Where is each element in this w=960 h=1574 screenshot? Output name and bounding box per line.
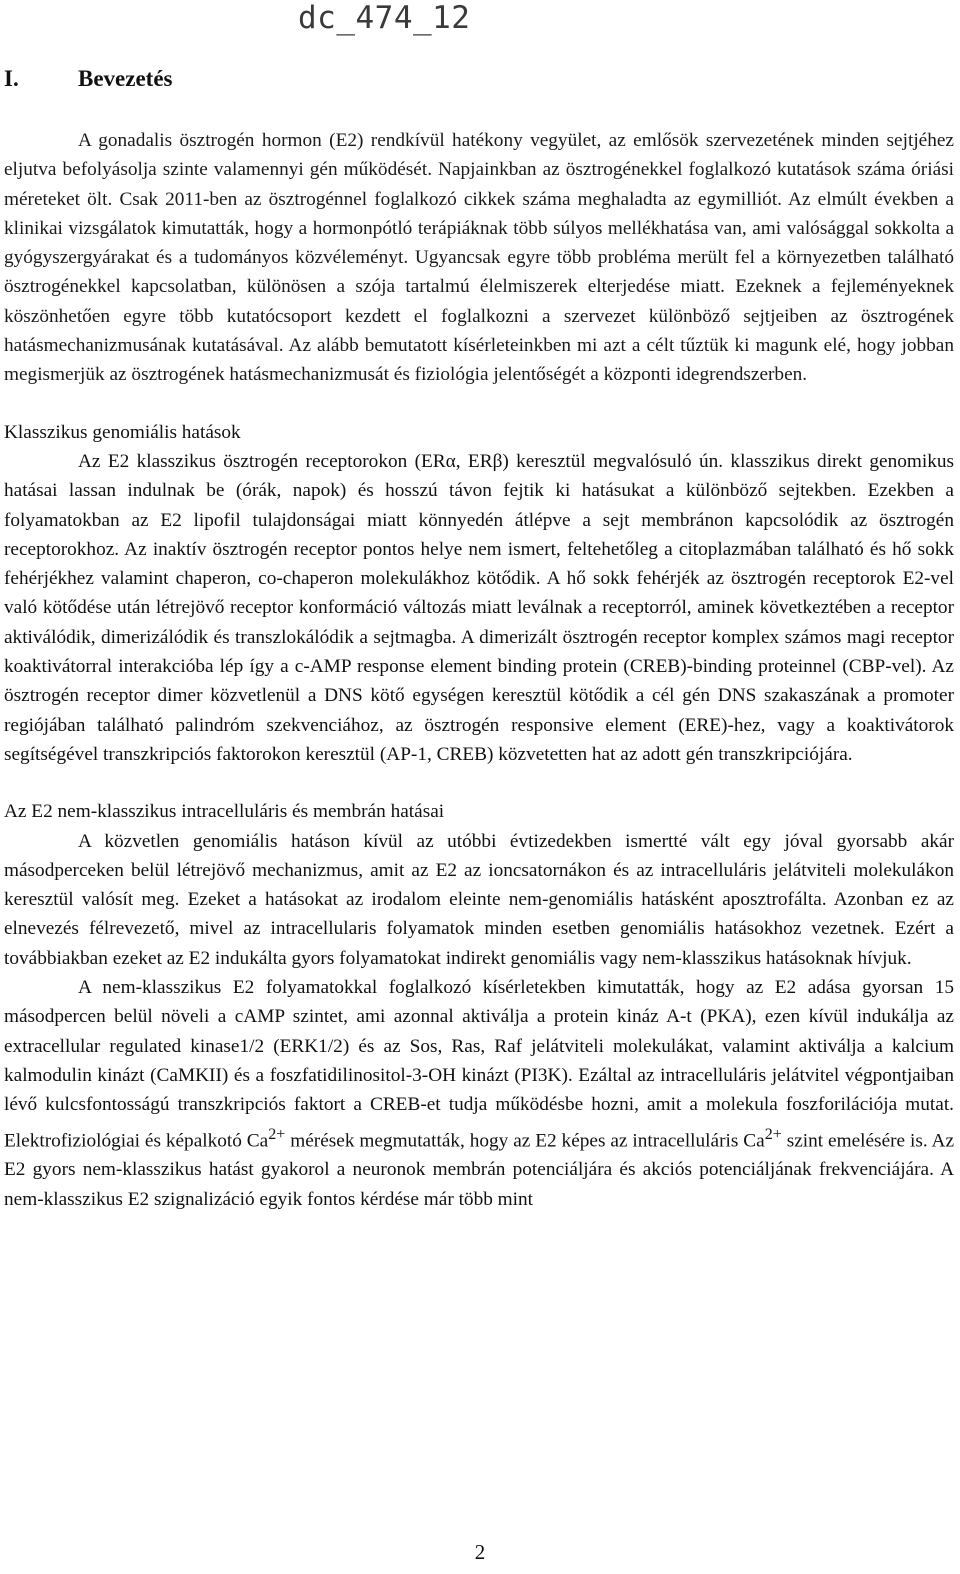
document-body: [4, 126, 954, 1214]
page-number: 2: [474, 1540, 486, 1564]
section-title: Bevezetés: [78, 66, 173, 91]
paragraph-text: szint emelésére is. Az E2 gyors nem-klasszikus hatást gyakorol a neuronok membrán potenciáljára és akciós potenciáljának frekvenciájára. A nem-klasszikus E2 szignalizáció egyik fontos kérdése már több mint: [4, 1129, 955, 1210]
intro-paragraph: A gonadalis ösztrogén hormon (E2) rendkívül hatékony vegyület, az emlősök szervezetének minden sejtjéhez eljutva befolyásolja szinte valamennyi gén működését. Napjainkban az ösztrogénekkel foglalkozó kutatások száma óriási méreteket ölt. Csak 2011-ben az ösztrogénnel foglalkozó cikkek száma meghaladta az egymilliót. Az elmúlt években a klinikai vizsgálatok kimutatták, hogy a hormonpótló terápiáknak több súlyos mellékhatása van, ami valósággal sokkolta a gyógyszergyárakat és a tudományos közvéleményt. Ugyancsak egyre több probléma merült fel a környezetben található ösztrogénekkel kapcsolatban, különösen a szója tartalmú élelmiszerek elterjedése miatt. Ezeknek a fejleményeknek köszönhetően egyre több kutatócsoport kezdett el foglalkozni a szervezet különböző sejtjeiben az ösztrogének hatásmechanizmusának kutatásával. Az alább bemutatott kísérleteinkben mi azt a célt tűztük ki magunk elé, hogy jobban megismerjük az ösztrogének hatásmechanizmusát és fiziológia jelentőségét a központi idegrendszerben.: [4, 130, 954, 386]
section-number: I.: [4, 66, 19, 91]
section-heading: [4, 66, 173, 92]
nonclassic-paragraph-1: A közvetlen genomiális hatáson kívül az utóbbi évtizedekben ismertté vált egy jóval gyorsabb akár másodperceken belül létrejövő mechanizmus, amit az E2 az ioncsatornákon és az intracelluláris jelátviteli molekulákon keresztül valósít meg. Ezeket a hatásokat az irodalom eleinte nem-genomiális hatásként aposztrofálta. Azonban ez az elnevezés félrevezető, mivel az intracellularis folyamatok minden esetben genomiális hatásokhoz vezetnek. Ezért a továbbiakban ezeket az E2 indukálta gyors folyamatokat indirekt genomiális vagy nem-klasszikus hatásoknak hívjuk.: [4, 830, 954, 969]
subheading-nonclassic: Az E2 nem-klasszikus intracelluláris és membrán hatásai: [4, 801, 445, 823]
document-id: dc_474_12: [298, 0, 471, 36]
paragraph-text: A nem-klasszikus E2 folyamatokkal foglalkozó kísérletekben kimutatták, hogy az E2 adása gyorsan 15 másodpercen belül növeli a cAMP szintet, ami azonnal aktiválja a protein kináz A-t (PKA), ezen kívül indukálja az extracellular regulated kinase1/2 (ERK1/2) és az Sos, Ras, Raf jelátviteli molekulákat, valamint aktiválja a kalcium kalmodulin kinázt (CaMKII) és a foszfatidilinositol-3-OH kinázt (PI3K). Ezáltal az intracelluláris jelátvitel végpontjaiban lévő kulcsfontosságú transzkripciós faktort a CREB-et tudja működésbe hozni, amit a molekula foszforilációja mutat. Elektrofiziológiai és képalkotó Ca: [4, 977, 954, 1151]
superscript-charge: 2+: [268, 1125, 286, 1143]
nonclassic-paragraph-2: [4, 973, 954, 1214]
superscript-charge: 2+: [764, 1125, 782, 1143]
classic-paragraph: Az E2 klasszikus ösztrogén receptorokon (ERα, ERβ) keresztül megvalósuló ún. klasszikus direkt genomikus hatásai lassan indulnak be (órák, napok) és hosszú távon fejtik ki hatásukat a különböző sejtekben. Ezekben a folyamatokban az E2 lipofil tulajdonságai miatt könnyedén átlépve a sejt membránon kapcsolódik az ösztrogén receptorokhoz. Az inaktív ösztrogén receptor pontos helye nem ismert, feltehetőleg a citoplazmában található és hő sokk fehérjékhez valamint chaperon, co-chaperon molekulákhoz kötődik. A hő sokk fehérjék az ösztrogén receptorok E2-vel való kötődése után létrejövő receptor konformáció változás miatt leválnak a receptorról, aminek következtében a receptor aktiválódik, dimerizálódik és transzlokálódik a sejtmagba. A dimerizált ösztrogén receptor komplex számos magi receptor koaktivátorral interakcióba lép így a c-AMP response element binding protein (CREB)-binding proteinnel (CBP-vel). Az ösztrogén receptor dimer közvetlenül a DNS kötő egységen keresztül kötődik a cél gén DNS szakaszának a promoter regiójában található palindróm szekvenciához, az ösztrogén responsive element (ERE)-hez, vagy a koaktivátorok segítségével transzkripciós faktorokon keresztül (AP-1, CREB) közvetetten hat az adott gén transzkripciójára.: [4, 450, 954, 765]
subheading-classic: Klasszikus genomiális hatások: [4, 421, 241, 443]
paragraph-text: mérések megmutatták, hogy az E2 képes az intracelluláris Ca: [285, 1129, 765, 1151]
